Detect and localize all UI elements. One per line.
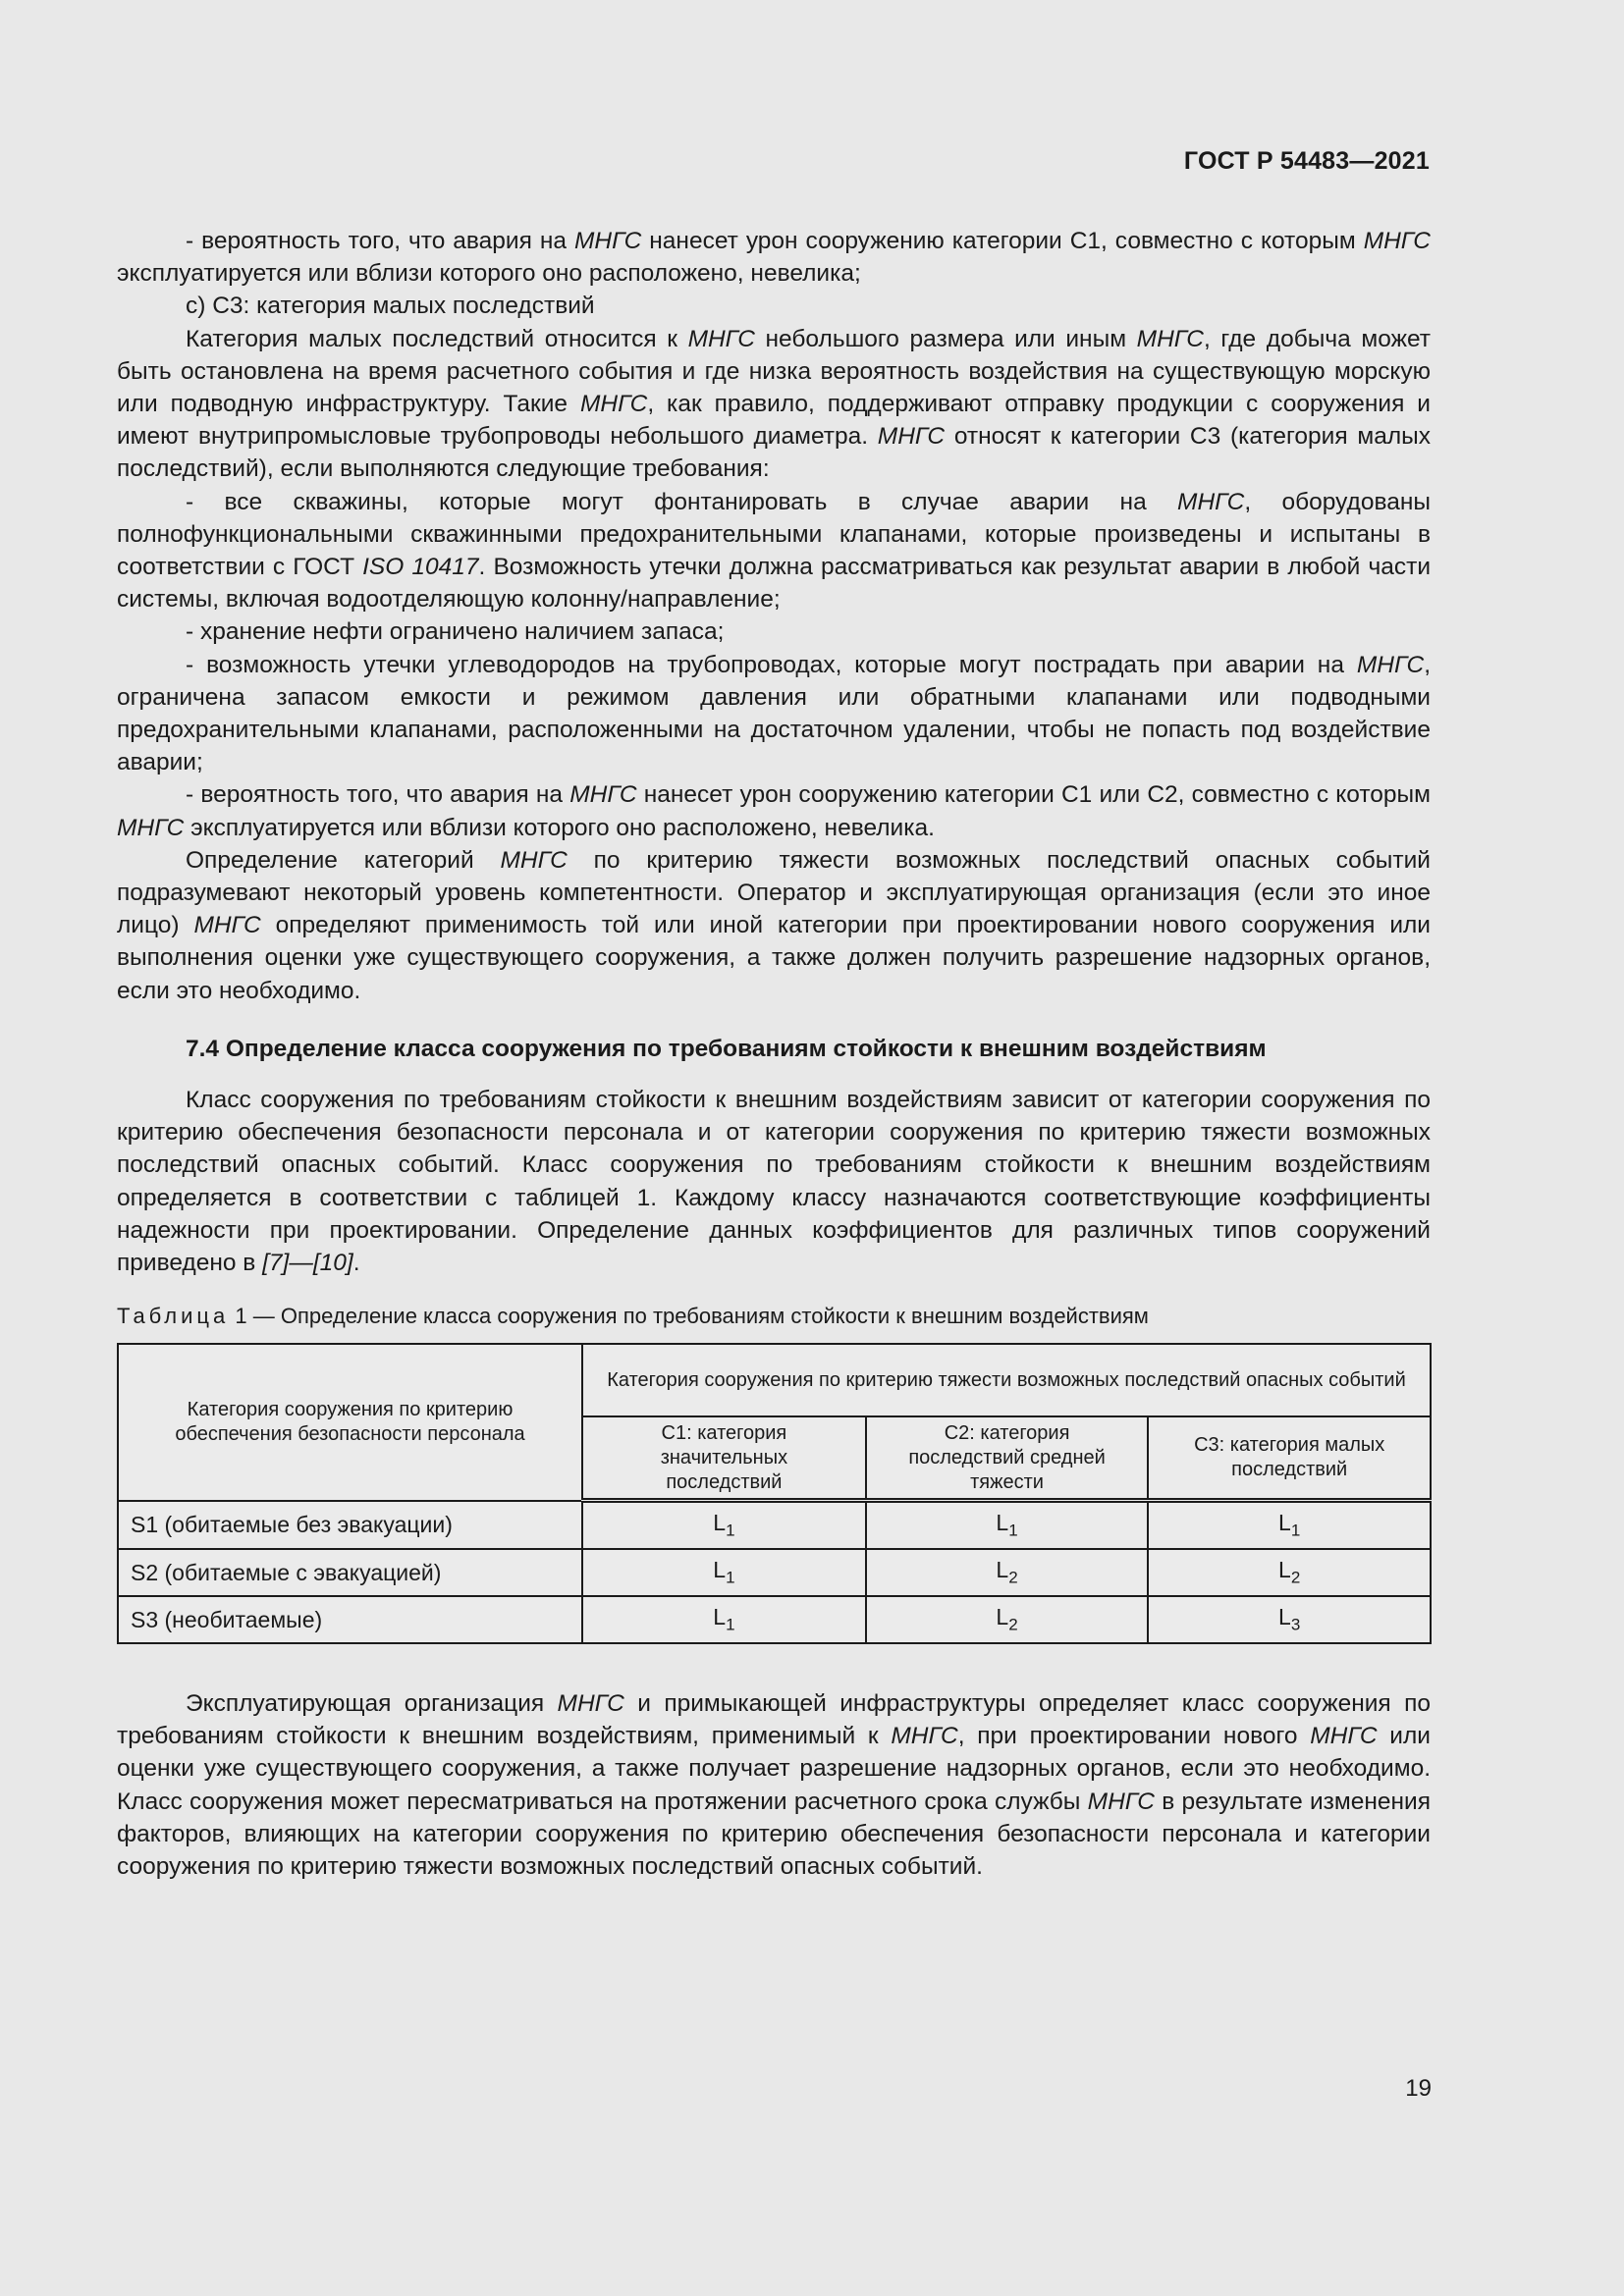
table-row [118, 1501, 1431, 1550]
paragraph: - вероятность того, что авария на МНГС нанесет урон сооружению категории С1, совместно с которым МНГС эксплуатируется или вблизи которого оно расположено, невелика; [117, 228, 1431, 288]
class-cell: $L_1$ [582, 1596, 866, 1643]
row-label: S1 (обитаемые без эвакуации) [118, 1501, 582, 1550]
paragraph: Эксплуатирующая организация МНГС и примыкающей инфраструктуры определяет класс сооружения по требованиям стойкости к внешним воздействиям, применимый к МНГС, при проектировании нового МНГС или оценки уже существующего сооружения, а также получает разрешение надзорных органов, если это необходимо. Класс сооружения может пересматриваться на протяжении расчетного срока службы МНГС в результате изменения факторов, влияющих на категории сооружения по критерию обеспечения безопасности персонала и категории сооружения по критерию тяжести возможных последствий опасных событий. [117, 1690, 1431, 1881]
header-col-c1: С1: категория значительных последствий [582, 1416, 866, 1501]
class-cell: $L_1$ [582, 1501, 866, 1550]
class-cell: $L_2$ [866, 1596, 1149, 1643]
paragraph: - хранение нефти ограничено наличием запаса; [186, 618, 725, 646]
header-col-c3: С3: категория малых последствий [1148, 1416, 1431, 1501]
intro-text [117, 225, 1431, 1007]
paragraph: - возможность утечки углеводородов на трубопроводах, которые могут пострадать при аварии на МНГС, ограничена запасом емкости и режимом давления или обратными клапанами или подводными предохранительными клапанами, расположенными на достаточном удалении, чтобы не попасть под воздействие аварии; [117, 651, 1431, 776]
section-heading: 7.4 Определение класса сооружения по требованиям стойкости к внешним воздействиям [186, 1036, 1267, 1062]
paragraph: c) С3: категория малых последствий [186, 293, 595, 320]
table-row [118, 1549, 1431, 1596]
header-consequence-category: Категория сооружения по критерию тяжести возможных последствий опасных событий [582, 1344, 1431, 1416]
class-cell: $L_1$ [866, 1501, 1149, 1550]
table-caption: Таблица 1 — Определение класса сооружения по требованиям стойкости к внешним воздействиям [117, 1304, 1149, 1328]
section-text [117, 1084, 1431, 1279]
paragraph: Категория малых последствий относится к МНГС небольшого размера или иным МНГС, где добыча может быть остановлена на время расчетного события и где низка вероятность воздействия на существующую морскую или подводную инфраструктуру. Такие МНГС, как правило, поддерживают отправку продукции с сооружения и имеют внутрипромысловые трубопроводы небольшого диаметра. МНГС относят к категории С3 (категория малых последствий), если выполняются следующие требования: [117, 325, 1432, 483]
class-table [117, 1343, 1432, 1644]
row-label: S3 (необитаемые) [118, 1596, 582, 1643]
paragraph: - все скважины, которые могут фонтанировать в случае аварии на МНГС, оборудованы полнофункциональными скважинными предохранительными клапанами, которые произведены и испытаны в соответствии с ГОСТ ISO 10417. Возможность утечки должна рассматриваться как результат аварии в любой части системы, включая водоотделяющую колонну/направление; [117, 488, 1431, 614]
header-col-c2: С2: категория последствий средней тяжести [866, 1416, 1149, 1501]
header-personnel-category: Категория сооружения по критерию обеспечения безопасности персонала [118, 1344, 582, 1501]
closing-text [117, 1687, 1431, 1883]
paragraph: Класс сооружения по требованиям стойкости к внешним воздействиям зависит от категории сооружения по критерию обеспечения безопасности персонала и от категории сооружения по критерию тяжести возможных последствий опасных событий. Класс сооружения по требованиям стойкости к внешним воздействиям определяется в соответствии с таблицей 1. Каждому классу назначаются соответствующие коэффициенты надежности при проектировании. Определение данных коэффициентов для различных типов сооружений приведено в [7]—[10]. [117, 1087, 1431, 1277]
page-number: 19 [1405, 2075, 1432, 2102]
class-cell: $L_2$ [1148, 1549, 1431, 1596]
paragraph: Определение категорий МНГС по критерию тяжести возможных последствий опасных событий подразумевают некоторый уровень компетентности. Оператор и эксплуатирующая организация (если это иное лицо) МНГС определяют применимость той или иной категории при проектировании нового сооружения или выполнения оценки уже существующего сооружения, а также должен получить разрешение надзорных органов, если это необходимо. [117, 846, 1431, 1004]
row-label: S2 (обитаемые с эвакуацией) [118, 1549, 582, 1596]
class-cell: $L_1$ [1148, 1501, 1431, 1550]
class-cell: $L_1$ [582, 1549, 866, 1596]
class-cell: $L_3$ [1148, 1596, 1431, 1643]
class-cell: $L_2$ [866, 1549, 1149, 1596]
document-id: ГОСТ Р 54483—2021 [1183, 147, 1430, 175]
table-row [118, 1596, 1431, 1643]
reference-link[interactable]: [7]—[10] [262, 1250, 353, 1277]
paragraph: - вероятность того, что авария на МНГС нанесет урон сооружению категории С1 или С2, совместно с которым МНГС эксплуатируется или вблизи которого оно расположено, невелика. [117, 781, 1431, 841]
table-header-row [118, 1344, 1431, 1416]
